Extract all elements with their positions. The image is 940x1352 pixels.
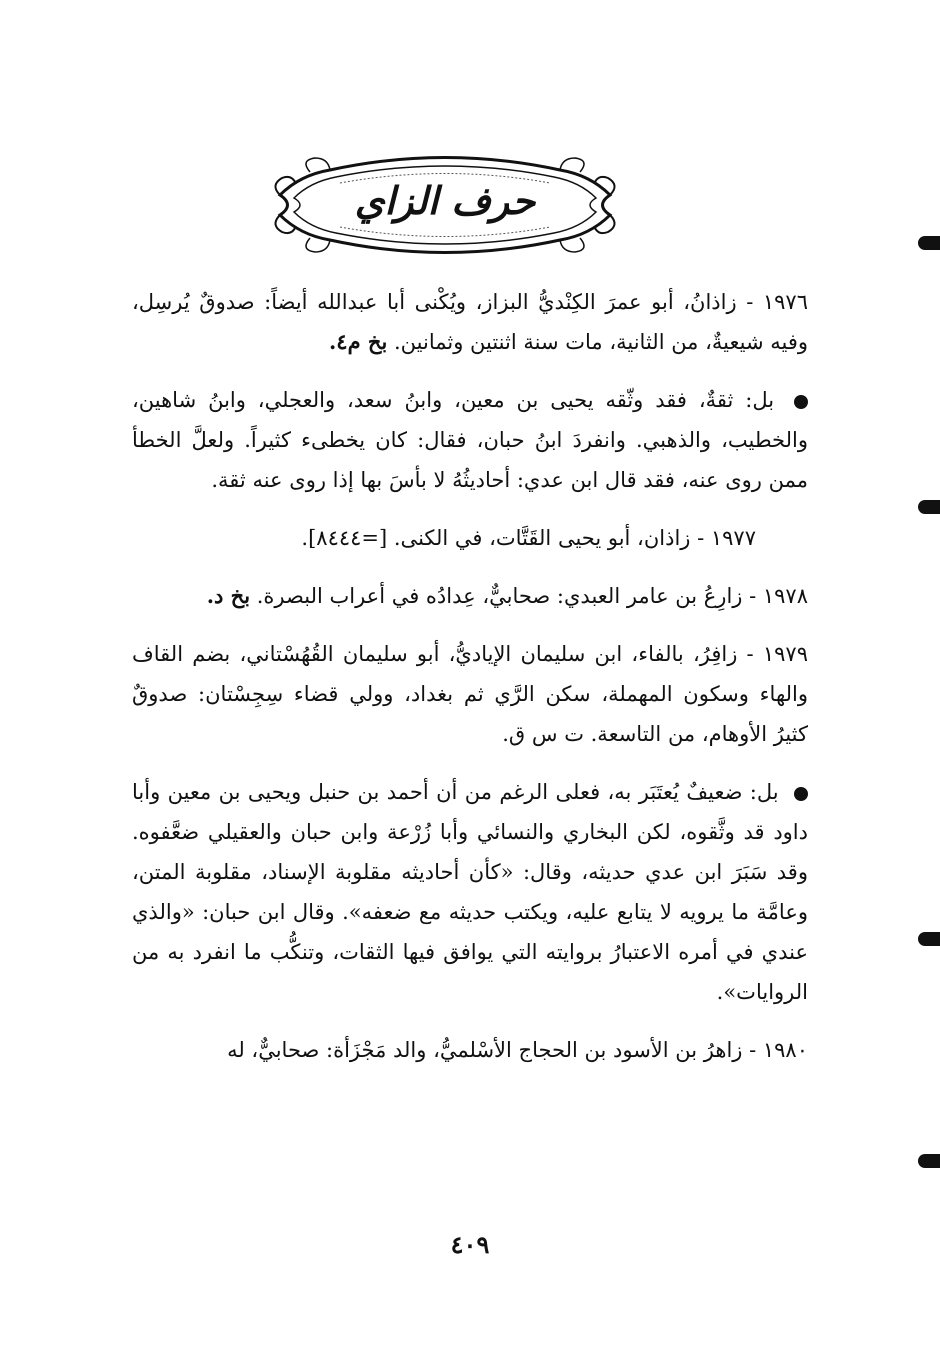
entry-1977	[132, 518, 808, 558]
edge-marker-icon	[918, 236, 940, 250]
entry-reference: بخ م٤.	[328, 329, 388, 354]
entry-text: ١٩٧٩ - زافِرُ، بالفاء، ابن سليمان الإياديُّ، أبو سليمان القُهُسْتاني، بضم القاف والهاء وسكون المهملة، سكن الرَّي ثم بغداد، وولي قضاء سِجِسْتان: صدوقٌ كثيرُ الأوهام، من التاسعة. ت س ق.	[132, 642, 808, 746]
entry-text: ١٩٧٨ - زارِعُ بن عامر العبدي: صحابيٌّ، عِدادُه في أعراب البصرة.	[256, 584, 808, 608]
entry-comment-text: بل: ضعيفٌ يُعتَبَر به، فعلى الرغم من أن أحمد بن حنبل ويحيى بن معين وأبا داود قد وثَّقوه، لكن البخاري والنسائي وأبا زُرْعة وابن حبان والعقيلي ضعَّفوه. وقد سَبَرَ ابن عدي حديثه، وقال: «كأن أحاديثه مقلوبة الإسناد، مقلوبة المتن، وعامَّة ما يرويه لا يتابع عليه، ويكتب حديثه مع ضعفه». وقال ابن حبان: «والذي عندي في أمره الاعتبارُ بروايته التي يوافق فيها الثقات، وتنكُّب ما انفرد به من الروايات».	[132, 780, 808, 1004]
entry-1976-comment	[132, 380, 808, 500]
entry-1980	[132, 1030, 808, 1070]
entry-text: ١٩٧٦ - زاذانُ، أبو عمرَ الكِنْديُّ البزاز، ويُكْنى أبا عبدالله أيضاً: صدوقٌ يُرسِل، وفيه شيعيةٌ، من الثانية، مات سنة اثنتين وثمانين.	[132, 290, 808, 354]
chapter-title: حرف الزاي	[354, 178, 536, 223]
edge-marker-icon	[918, 1154, 940, 1168]
bullet-icon	[794, 395, 808, 409]
chapter-heading-ornament	[270, 150, 620, 260]
entry-text: ١٩٧٧ - زاذان، أبو يحيى القَتَّات، في الكنى. [=٨٤٤٤].	[301, 526, 756, 550]
page-number: ٤٠٩	[450, 1230, 490, 1259]
entry-1976	[132, 282, 808, 362]
bullet-icon	[794, 787, 808, 801]
entry-1979-comment	[132, 772, 808, 1012]
edge-marker-icon	[918, 932, 940, 946]
entry-reference: بخ د.	[206, 583, 251, 608]
entry-text: ١٩٨٠ - زاهرُ بن الأسود بن الحجاج الأسْلميُّ، والد مَجْزَأة: صحابيٌّ، له	[227, 1038, 808, 1062]
entry-1979	[132, 634, 808, 754]
entry-1978	[132, 576, 808, 616]
edge-marker-icon	[918, 500, 940, 514]
page-body	[132, 282, 808, 1088]
entry-comment-text: بل: ثقةٌ، فقد وثّقه يحيى بن معين، وابنُ سعد، والعجلي، وابنُ شاهين، والخطيب، والذهبي. وانفردَ ابنُ حبان، فقال: كان يخطىء كثيراً. ولعلَّ الخطأ ممن روى عنه، فقد قال ابن عدي: أحاديثُهُ لا بأسَ بها إذا روى عنه ثقة.	[132, 388, 808, 492]
